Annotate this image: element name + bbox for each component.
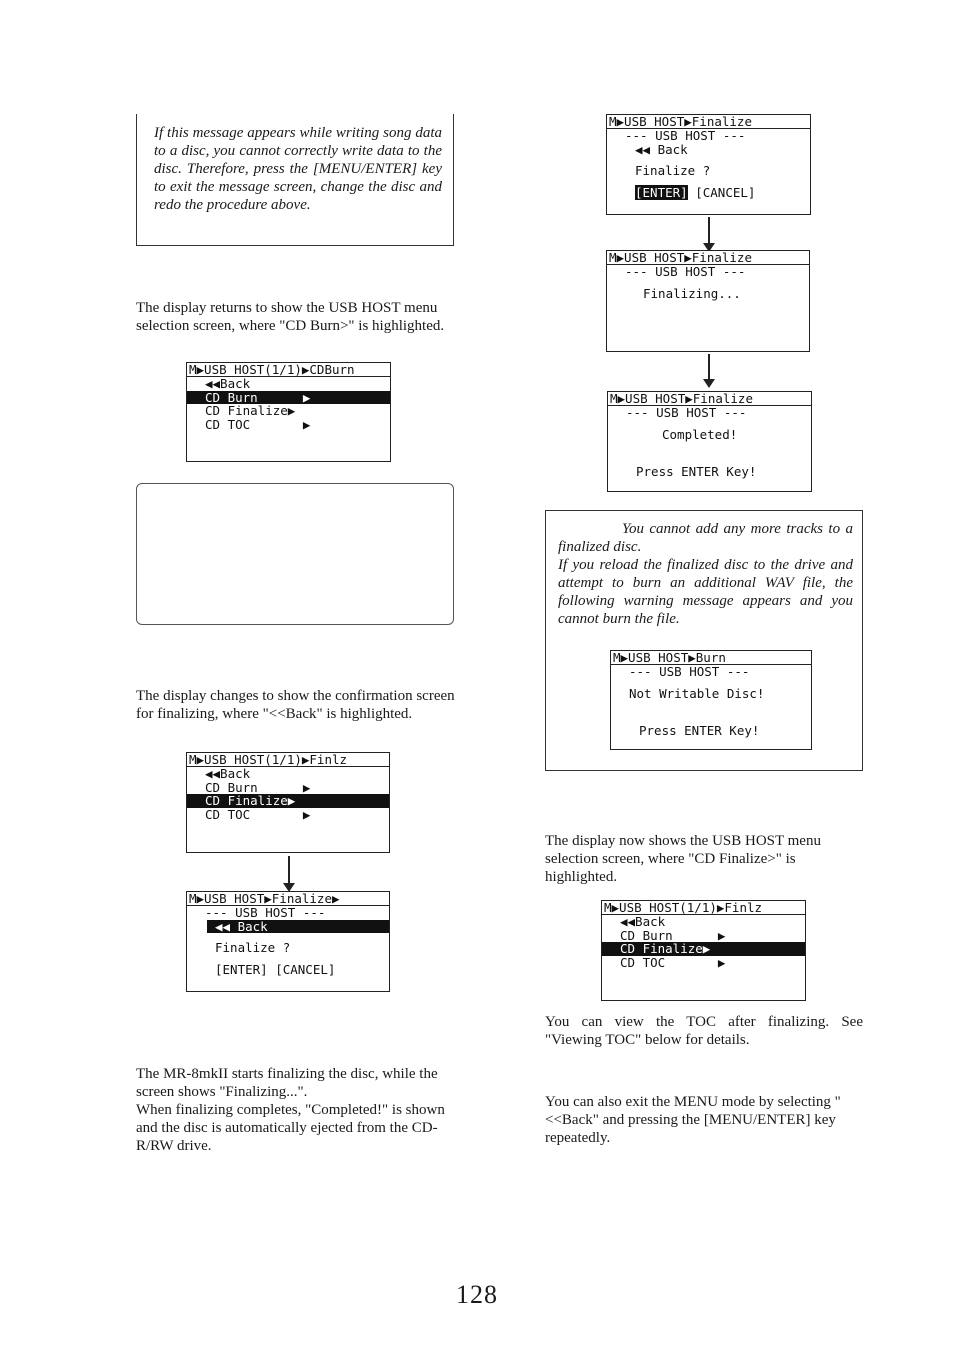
lcd-back-item: ◀◀Back <box>205 766 251 781</box>
paragraph-starts-finalizing: The MR-8mkII starts finalizing the disc, while the screen shows "Finalizing...". <box>136 1066 438 1100</box>
lcd-title: --- USB HOST --- <box>625 264 746 279</box>
note-line-2: If you reload the finalized disc to the drive and attempt to burn an additional WAV file, the following warning message appears and you cannot burn the file. <box>558 557 853 627</box>
lcd-item-cd-toc: CD TOC ▶ <box>620 954 726 970</box>
lcd-question: Finalize ? <box>215 940 291 956</box>
paragraph-completes: When finalizing completes, "Completed!" is shown and the disc is automatically ejected from the CD-R/RW drive. <box>136 1102 445 1154</box>
up-down-cursor-icon: ⇕ <box>604 946 611 957</box>
lcd-item-cd-toc: CD TOC ▶ <box>205 416 311 432</box>
lcd-item-cd-burn: CD Burn ▶ <box>620 927 726 943</box>
paragraph-exit-menu: You can also exit the MENU mode by selecting "<<Back" and pressing the [MENU/ENTER] key repeatedly. <box>545 1094 841 1146</box>
blank-note-box <box>136 483 454 625</box>
lcd-title: --- USB HOST --- <box>629 664 750 679</box>
paragraph-view-toc: You can view the TOC after finalizing. See "Viewing TOC" below for details. <box>545 1014 863 1048</box>
arrow-down-icon <box>708 354 710 380</box>
paragraph-confirmation: The display changes to show the confirmation screen for finalizing, where "<<Back" is highlighted. <box>136 688 455 722</box>
note-line-1: You cannot add any more tracks to a finalized disc. <box>558 521 853 555</box>
lcd-item-cd-toc: CD TOC ▶ <box>205 806 311 822</box>
page-number: 128 <box>456 1280 498 1309</box>
lcd-buttons: [ENTER] [CANCEL] <box>215 961 336 977</box>
arrow-down-icon <box>288 856 290 884</box>
up-down-cursor-icon: ⇕ <box>189 394 196 405</box>
lcd-item-cd-finalize: CD Finalize▶ <box>205 403 296 419</box>
lcd-item-cd-burn: CD Burn ▶ <box>187 391 390 405</box>
warning-note-text: If this message appears while writing song data to a disc, you cannot correctly write data to the disc. Therefore, press the [MENU/ENTER] key to exit the message screen, change the disc and redo the procedure above. <box>154 125 442 213</box>
lcd-back-item: ◀◀ Back <box>635 141 688 157</box>
lcd-back-item: ◀◀ Back <box>207 920 389 934</box>
lcd-header: M▶USB HOST▶Finalize <box>608 392 811 406</box>
paragraph-display-returns: The display returns to show the USB HOST menu selection screen, where "CD Burn>" is highlighted. <box>136 300 445 334</box>
lcd-status: Not Writable Disc! <box>629 685 765 701</box>
lcd-right-confirm <box>606 114 811 215</box>
lcd-title: --- USB HOST --- <box>625 128 746 143</box>
lcd-prompt: Press ENTER Key! <box>636 464 757 480</box>
lcd-header: M▶USB HOST(1/1)▶Finlz <box>187 753 389 767</box>
arrow-down-icon <box>708 217 710 244</box>
lcd-status: Completed! <box>662 426 738 442</box>
paragraph-display-now: The display now shows the USB HOST menu selection screen, where "CD Finalize>" is highlighted. <box>545 833 821 885</box>
lcd-warning <box>610 650 812 750</box>
lcd-back-item: ◀◀Back <box>620 914 666 929</box>
lcd-header: M▶USB HOST(1/1)▶CDBurn <box>187 363 390 377</box>
lcd-prompt: Press ENTER Key! <box>639 723 760 739</box>
lcd-header: M▶USB HOST▶Finalize <box>607 251 809 265</box>
lcd-header: M▶USB HOST▶Finalize▶ <box>187 892 389 906</box>
lcd-title: --- USB HOST --- <box>626 405 747 420</box>
lcd-buttons <box>607 186 810 200</box>
lcd-enter-button: [ENTER] <box>635 184 688 200</box>
up-down-cursor-icon: ⇕ <box>189 798 196 809</box>
lcd-right-progress <box>606 250 810 352</box>
lcd-status: Finalizing... <box>643 285 741 301</box>
lcd-title: --- USB HOST --- <box>205 905 326 920</box>
lcd-finalize-confirm <box>186 891 390 992</box>
warning-note-box <box>136 114 454 246</box>
lcd-item-cd-finalize: CD Finalize▶ <box>602 942 805 956</box>
finalized-disc-note-box <box>545 510 863 771</box>
lcd-back-item: ◀◀Back <box>205 376 251 391</box>
lcd-header: M▶USB HOST(1/1)▶Finlz <box>602 901 805 915</box>
lcd-finalize-menu <box>186 752 390 853</box>
lcd-cd-burn-menu <box>186 362 391 462</box>
lcd-header: M▶USB HOST▶Burn <box>611 651 811 665</box>
lcd-cancel-button: [CANCEL] <box>695 184 756 200</box>
lcd-question: Finalize ? <box>635 163 711 179</box>
lcd-item-cd-burn: CD Burn ▶ <box>205 779 311 795</box>
lcd-header: M▶USB HOST▶Finalize <box>607 115 810 129</box>
lcd-final-menu <box>601 900 806 1001</box>
lcd-right-done <box>607 391 812 492</box>
lcd-item-cd-finalize: CD Finalize▶ <box>187 794 389 808</box>
